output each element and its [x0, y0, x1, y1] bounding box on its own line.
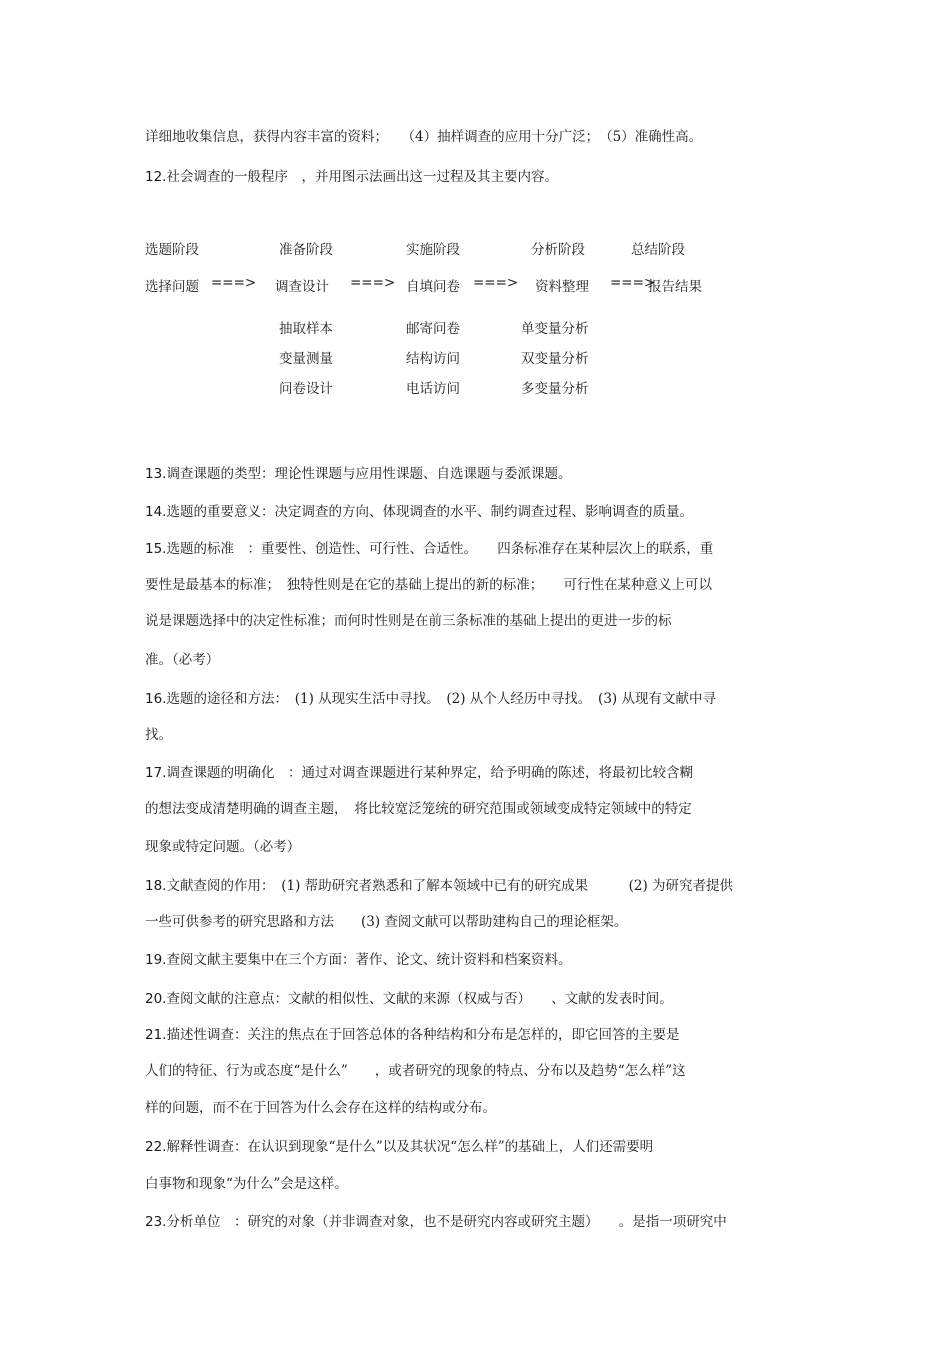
text-line — [145, 838, 300, 856]
substep-label: 多变量分析 — [521, 381, 589, 397]
line-text: 选题的重要意义：决定调查的方向、体现调查的水平、制约调查过程、影响调查的质量。 — [166, 504, 693, 520]
text-line — [145, 612, 672, 630]
text-line — [145, 1175, 348, 1193]
line-text: 人们的特征、行为或态度“是什么” ，或者研究的现象的特点、分布以及趋势“怎么样”这 — [145, 1063, 686, 1079]
text-line — [145, 990, 673, 1008]
line-text: 找。 — [145, 727, 172, 743]
item-number: 16. — [145, 691, 167, 707]
item-number: 22. — [145, 1139, 167, 1155]
line-text: 描述性调查：关注的焦点在于回答总体的各种结构和分布是怎样的，即它回答的主要是 — [166, 1027, 680, 1043]
text-line — [145, 726, 172, 744]
stage-label: 总结阶段 — [631, 242, 685, 258]
substep-label: 变量测量 — [279, 351, 333, 367]
line-text: 的想法变成清楚明确的调查主题， 将比较宽泛笼统的研究范围或领域变成特定领域中的特定 — [145, 801, 692, 817]
line-text: 详细地收集信息，获得内容丰富的资料； （4）抽样调查的应用十分广泛； （5）准确性高。 — [145, 129, 703, 145]
line-text: 调查课题的类型：理论性课题与应用性课题、自选课题与委派课题。 — [166, 466, 572, 482]
substep-label: 单变量分析 — [521, 321, 589, 337]
text-line — [145, 465, 571, 483]
line-text: 一些可供参考的研究思路和方法 (3) 查阅文献可以帮助建构自己的理论框架。 — [145, 914, 628, 930]
text-line — [145, 951, 571, 969]
line-text: 调查课题的明确化 ：通过对调查课题进行某种界定，给予明确的陈述，将最初比较含糊 — [166, 765, 693, 781]
line-text: 查阅文献主要集中在三个方面：著作、论文、统计资料和档案资料。 — [166, 952, 572, 968]
text-line — [145, 540, 713, 558]
text-line — [145, 764, 693, 782]
text-line — [145, 168, 558, 186]
stage-label: 选题阶段 — [145, 242, 199, 258]
item-number: 12. — [145, 169, 167, 185]
step-label: 选择问题 — [145, 279, 199, 295]
item-number: 15. — [145, 541, 167, 557]
line-text: 文献查阅的作用： (1) 帮助研究者熟悉和了解本领域中已有的研究成果 (2) 为研究者提供 — [166, 878, 734, 894]
line-text: 社会调查的一般程序 ，并用图示法画出这一过程及其主要内容。 — [166, 169, 558, 185]
stage-label: 分析阶段 — [531, 242, 585, 258]
text-line — [145, 576, 712, 594]
item-number: 21. — [145, 1027, 167, 1043]
line-text: 解释性调查：在认识到现象“是什么”以及其状况“怎么样”的基础上，人们还需要明 — [166, 1139, 654, 1155]
substep-label: 双变量分析 — [521, 351, 589, 367]
text-line — [145, 1062, 686, 1080]
step-label: 自填问卷 — [406, 279, 460, 295]
text-line — [145, 877, 733, 895]
line-text: 准。（必考） — [145, 652, 220, 668]
arrow: ===> — [473, 275, 519, 291]
line-text: 要性是最基本的标准； 独特性则是在它的基础上提出的新的标准； 可行性在某种意义上可以 — [145, 577, 712, 593]
line-text: 查阅文献的注意点：文献的相似性、文献的来源（权威与否） 、文献的发表时间。 — [166, 991, 673, 1007]
step-label: 调查设计 — [275, 279, 329, 295]
stage-label: 实施阶段 — [406, 242, 460, 258]
text-line — [145, 800, 692, 818]
arrow: ===> — [610, 275, 656, 291]
substep-label: 邮寄问卷 — [406, 321, 460, 337]
text-line — [145, 1099, 496, 1117]
substep-label: 问卷设计 — [279, 381, 333, 397]
step-label: 报告结果 — [648, 279, 702, 295]
line-text: 现象或特定问题。（必考） — [145, 839, 301, 855]
text-line — [145, 1138, 653, 1156]
text-line — [145, 913, 627, 931]
item-number: 19. — [145, 952, 167, 968]
line-text: 说是课题选择中的决定性标准；而何时性则是在前三条标准的基础上提出的更进一步的标 — [145, 613, 672, 629]
line-text: 选题的途径和方法： (1) 从现实生活中寻找。 (2) 从个人经历中寻找。 (3) 从现有文献中寻 — [166, 691, 716, 707]
item-number: 13. — [145, 466, 167, 482]
step-label: 资料整理 — [535, 279, 589, 295]
line-text: 选题的标准 ：重要性、创造性、可行性、合适性。 四条标准存在某种层次上的联系，重 — [166, 541, 714, 557]
text-line — [145, 503, 693, 521]
item-number: 20. — [145, 991, 167, 1007]
text-line — [145, 1213, 727, 1231]
text-line — [145, 1026, 679, 1044]
stage-label: 准备阶段 — [279, 242, 333, 258]
item-number: 17. — [145, 765, 167, 781]
line-text: 样的问题，而不在于回答为什么会存在这样的结构或分布。 — [145, 1100, 496, 1116]
text-line — [145, 128, 702, 146]
line-text: 分析单位 ：研究的对象（并非调查对象，也不是研究内容或研究主题） 。是指一项研究中 — [166, 1214, 727, 1230]
substep-label: 抽取样本 — [279, 321, 333, 337]
text-line — [145, 651, 219, 669]
arrow: ===> — [350, 275, 396, 291]
arrow: ===> — [211, 275, 257, 291]
text-line — [145, 690, 716, 708]
item-number: 23. — [145, 1214, 167, 1230]
item-number: 18. — [145, 878, 167, 894]
line-text: 白事物和现象“为什么”会是这样。 — [145, 1176, 348, 1192]
item-number: 14. — [145, 504, 167, 520]
substep-label: 电话访问 — [406, 381, 460, 397]
substep-label: 结构访问 — [406, 351, 460, 367]
